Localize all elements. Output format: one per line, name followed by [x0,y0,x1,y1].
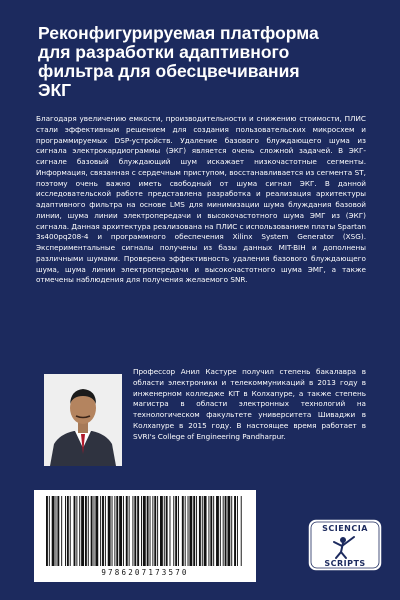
author-portrait-icon [44,374,122,466]
publisher-name-bottom: SCRIPTS [324,559,366,568]
title-line: ЭКГ [38,80,72,100]
isbn-number: 9786207173570 [101,568,189,577]
title-line: фильтра для обесцвечивания [38,61,300,81]
publisher-name-top: SCIENCIA [322,524,368,533]
barcode-icon [42,496,248,566]
barcode [34,490,256,582]
book-title [38,24,378,100]
book-abstract: Благодаря увеличению емкости, производительности и снижению стоимости, ПЛИС стали эффективным решением для создания пользовательских микросхем и программируемых DSP-устройств. Удаление базового блуждающего шума из сигнала электрокардиограммы (ЭКГ) является очень сложной задачей. В ЭКГ-сигнале базовый блуждающий шум искажает низкочастотные сегменты. Информация, связанная с сердечным приступом, восстанавливается из сегмента ST, поэтому очень важно иметь свободный от шума сигнал ЭКГ. В данной исследовательской работе представлена разработка и реализация архитектуры адаптивного фильтра на основе LMS для минимизации шума блуждания базовой линии, шума линии электропередачи и высокочастотного шума ЭМГ из (ЭКГ) сигнала. Данная архитектура реализована на ПЛИС с использованием платы Spartan 3s400pq208-4 и программного обеспечения Xilinx System Generator (XSG). Экспериментальные сигналы получены из базы данных MIT-BIH и дополнены различными шумами. Проверена эффективность удаления базового блуждающего шума, шума линии электропередачи и высокочастотного шума ЭМГ, а также отмечены наблюдения для получения желаемого SNR. [36,114,366,285]
title-line: Реконфигурируемая платформа [38,23,319,43]
author-bio: Профессор Анил Кастуре получил степень бакалавра в области электроники и телекоммуникаций в 2013 году в инженерном колледже KIT в Колхапуре, а также степень магистра в области электронных технологий на технологическом факультете университета Шиваджи в Колхапуре в 2015 году. В настоящее время работает в SVRI's College of Engineering Pandharpur. [133,367,366,441]
publisher-logo [307,518,383,572]
title-line: для разработки адаптивного [38,42,290,62]
author-photo [44,374,122,466]
